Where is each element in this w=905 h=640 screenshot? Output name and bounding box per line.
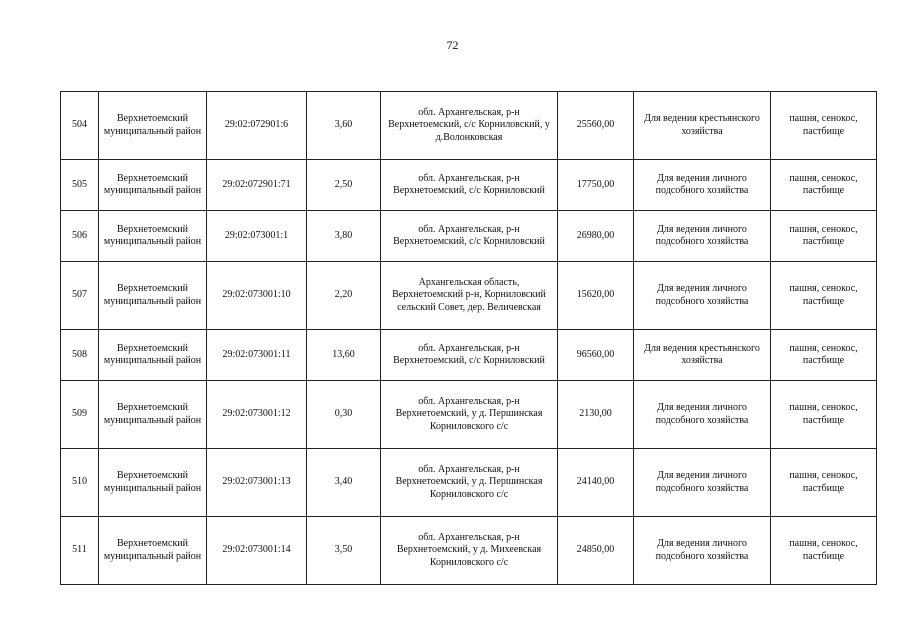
area-cell: 2,50	[307, 160, 381, 211]
land-type-cell: пашня, сенокос, пастбище	[771, 211, 877, 262]
land-type-cell: пашня, сенокос, пастбище	[771, 517, 877, 585]
row-number: 505	[61, 160, 99, 211]
address-cell: обл. Архангельская, р-н Верхнетоемский, с/с Корниловский, у д.Волонковская	[381, 92, 558, 160]
address-cell: обл. Архангельская, р-н Верхнетоемский, с/с Корниловский	[381, 330, 558, 381]
area-cell: 2,20	[307, 262, 381, 330]
permitted-use-cell: Для ведения личного подсобного хозяйства	[634, 449, 771, 517]
table-row	[61, 92, 877, 160]
cadastral-number-cell: 29:02:073001:13	[207, 449, 307, 517]
area-cell: 3,80	[307, 211, 381, 262]
area-cell: 0,30	[307, 381, 381, 449]
land-type-cell: пашня, сенокос, пастбище	[771, 449, 877, 517]
table-row	[61, 211, 877, 262]
land-plots-table	[60, 91, 877, 585]
land-type-cell: пашня, сенокос, пастбище	[771, 330, 877, 381]
address-cell: обл. Архангельская, р-н Верхнетоемский, у д. Першинская Корниловского с/с	[381, 449, 558, 517]
cadastral-number-cell: 29:02:073001:10	[207, 262, 307, 330]
address-cell: обл. Архангельская, р-н Верхнетоемский, с/с Корниловский	[381, 211, 558, 262]
cadastral-value-cell: 24140,00	[558, 449, 634, 517]
cadastral-number-cell: 29:02:073001:14	[207, 517, 307, 585]
permitted-use-cell: Для ведения крестьянского хозяйства	[634, 330, 771, 381]
cadastral-number-cell: 29:02:072901:6	[207, 92, 307, 160]
address-cell: Архангельская область, Верхнетоемский р-н, Корниловский сельский Совет, дер. Величевская	[381, 262, 558, 330]
row-number: 509	[61, 381, 99, 449]
row-number: 504	[61, 92, 99, 160]
table-row	[61, 517, 877, 585]
table-row	[61, 381, 877, 449]
district-cell: Верхнетоемский муниципальный район	[99, 330, 207, 381]
district-cell: Верхнетоемский муниципальный район	[99, 449, 207, 517]
table-row	[61, 160, 877, 211]
row-number: 506	[61, 211, 99, 262]
district-cell: Верхнетоемский муниципальный район	[99, 211, 207, 262]
land-type-cell: пашня, сенокос, пастбище	[771, 92, 877, 160]
cadastral-value-cell: 2130,00	[558, 381, 634, 449]
district-cell: Верхнетоемский муниципальный район	[99, 262, 207, 330]
row-number: 510	[61, 449, 99, 517]
cadastral-number-cell: 29:02:073001:1	[207, 211, 307, 262]
area-cell: 13,60	[307, 330, 381, 381]
cadastral-value-cell: 17750,00	[558, 160, 634, 211]
permitted-use-cell: Для ведения личного подсобного хозяйства	[634, 211, 771, 262]
row-number: 508	[61, 330, 99, 381]
cadastral-number-cell: 29:02:072901:71	[207, 160, 307, 211]
table-row	[61, 262, 877, 330]
row-number: 511	[61, 517, 99, 585]
cadastral-value-cell: 25560,00	[558, 92, 634, 160]
address-cell: обл. Архангельская, р-н Верхнетоемский, у д. Михеевская Корниловского с/с	[381, 517, 558, 585]
page-number: 72	[446, 38, 459, 52]
cadastral-value-cell: 15620,00	[558, 262, 634, 330]
cadastral-number-cell: 29:02:073001:11	[207, 330, 307, 381]
permitted-use-cell: Для ведения крестьянского хозяйства	[634, 92, 771, 160]
area-cell: 3,50	[307, 517, 381, 585]
row-number: 507	[61, 262, 99, 330]
land-type-cell: пашня, сенокос, пастбище	[771, 160, 877, 211]
address-cell: обл. Архангельская, р-н Верхнетоемский, с/с Корниловский	[381, 160, 558, 211]
district-cell: Верхнетоемский муниципальный район	[99, 160, 207, 211]
district-cell: Верхнетоемский муниципальный район	[99, 517, 207, 585]
permitted-use-cell: Для ведения личного подсобного хозяйства	[634, 381, 771, 449]
land-type-cell: пашня, сенокос, пастбище	[771, 381, 877, 449]
land-type-cell: пашня, сенокос, пастбище	[771, 262, 877, 330]
district-cell: Верхнетоемский муниципальный район	[99, 92, 207, 160]
cadastral-value-cell: 96560,00	[558, 330, 634, 381]
permitted-use-cell: Для ведения личного подсобного хозяйства	[634, 517, 771, 585]
cadastral-value-cell: 24850,00	[558, 517, 634, 585]
table-row	[61, 449, 877, 517]
address-cell: обл. Архангельская, р-н Верхнетоемский, у д. Першинская Корниловского с/с	[381, 381, 558, 449]
permitted-use-cell: Для ведения личного подсобного хозяйства	[634, 160, 771, 211]
cadastral-number-cell: 29:02:073001:12	[207, 381, 307, 449]
cadastral-value-cell: 26980,00	[558, 211, 634, 262]
table-row	[61, 330, 877, 381]
permitted-use-cell: Для ведения личного подсобного хозяйства	[634, 262, 771, 330]
area-cell: 3,60	[307, 92, 381, 160]
area-cell: 3,40	[307, 449, 381, 517]
district-cell: Верхнетоемский муниципальный район	[99, 381, 207, 449]
